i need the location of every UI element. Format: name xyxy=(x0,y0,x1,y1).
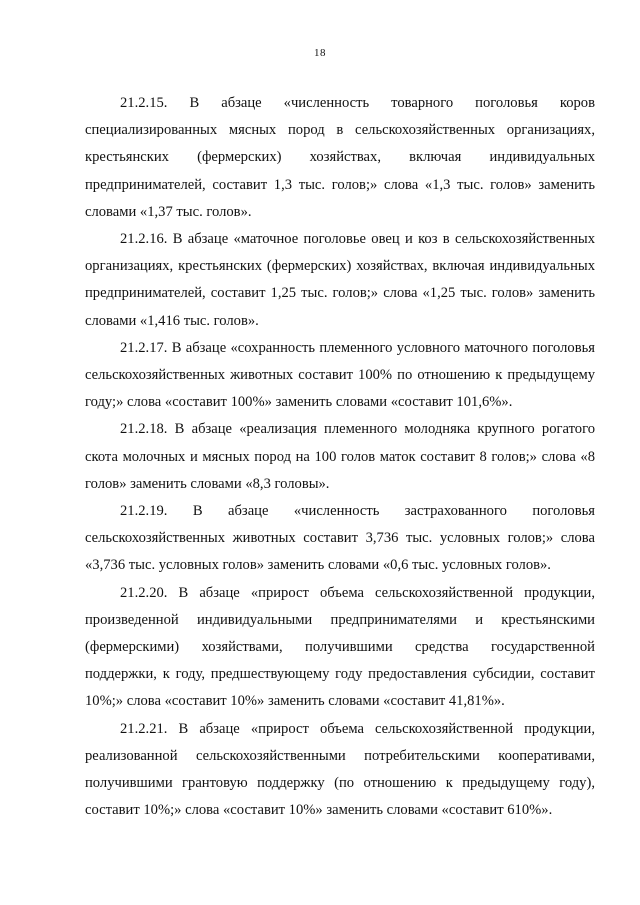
page-number: 18 xyxy=(314,47,326,59)
paragraph-21-2-16: 21.2.16. В абзаце «маточное поголовье овец и коз в сельскохозяйственных организациях, крестьянских (фермерских) хозяйствах, включая индивидуальных предпринимателей, составит 1,25 тыс. голов;» слова «1,25 тыс. голов» заменить словами «1,416 тыс. голов». xyxy=(85,231,595,329)
paragraph-21-2-17: 21.2.17. В абзаце «сохранность племенного условного маточного поголовья сельскохозяйственных животных составит 100% по отношению к предыдущему году;» слова «составит 100%» заменить словами «составит 101,6%». xyxy=(85,339,595,411)
paragraph-21-2-15: 21.2.15. В абзаце «численность товарного поголовья коров специализированных мясных пород в сельскохозяйственных организациях, крестьянских (фермерских) хозяйствах, включая индивидуальных предпринимателей, составит 1,3 тыс. голов;» слова «1,3 тыс. голов» заменить словами «1,37 тыс. голов». xyxy=(85,95,595,220)
document-body xyxy=(85,90,595,824)
paragraph-21-2-18: 21.2.18. В абзаце «реализация племенного молодняка крупного рогатого скота молочных и мясных пород на 100 голов маток составит 8 голов;» слова «8 голов» заменить словами «8,3 головы». xyxy=(85,421,595,492)
paragraph-21-2-20: 21.2.20. В абзаце «прирост объема сельскохозяйственной продукции, произведенной индивидуальными предпринимателями и крестьянскими (фермерскими) хозяйствами, получившими средства государственной поддержки, к году, предшествующему году предоставления субсидии, составит 10%;» слова «составит 10%» заменить словами «составит 41,81%». xyxy=(85,584,595,710)
paragraph-21-2-19: 21.2.19. В абзаце «численность застрахованного поголовья сельскохозяйственных животных составит 3,736 тыс. условных голов;» слова «3,736 тыс. условных голов» заменить словами «0,6 тыс. условных голов». xyxy=(85,503,595,574)
paragraph-21-2-21: 21.2.21. В абзаце «прирост объема сельскохозяйственной продукции, реализованной сельскохозяйственными потребительскими кооперативами, получившими грантовую поддержку (по отношению к предыдущему году), составит 10%;» слова «составит 10%» заменить словами «составит 610%». xyxy=(85,720,595,819)
